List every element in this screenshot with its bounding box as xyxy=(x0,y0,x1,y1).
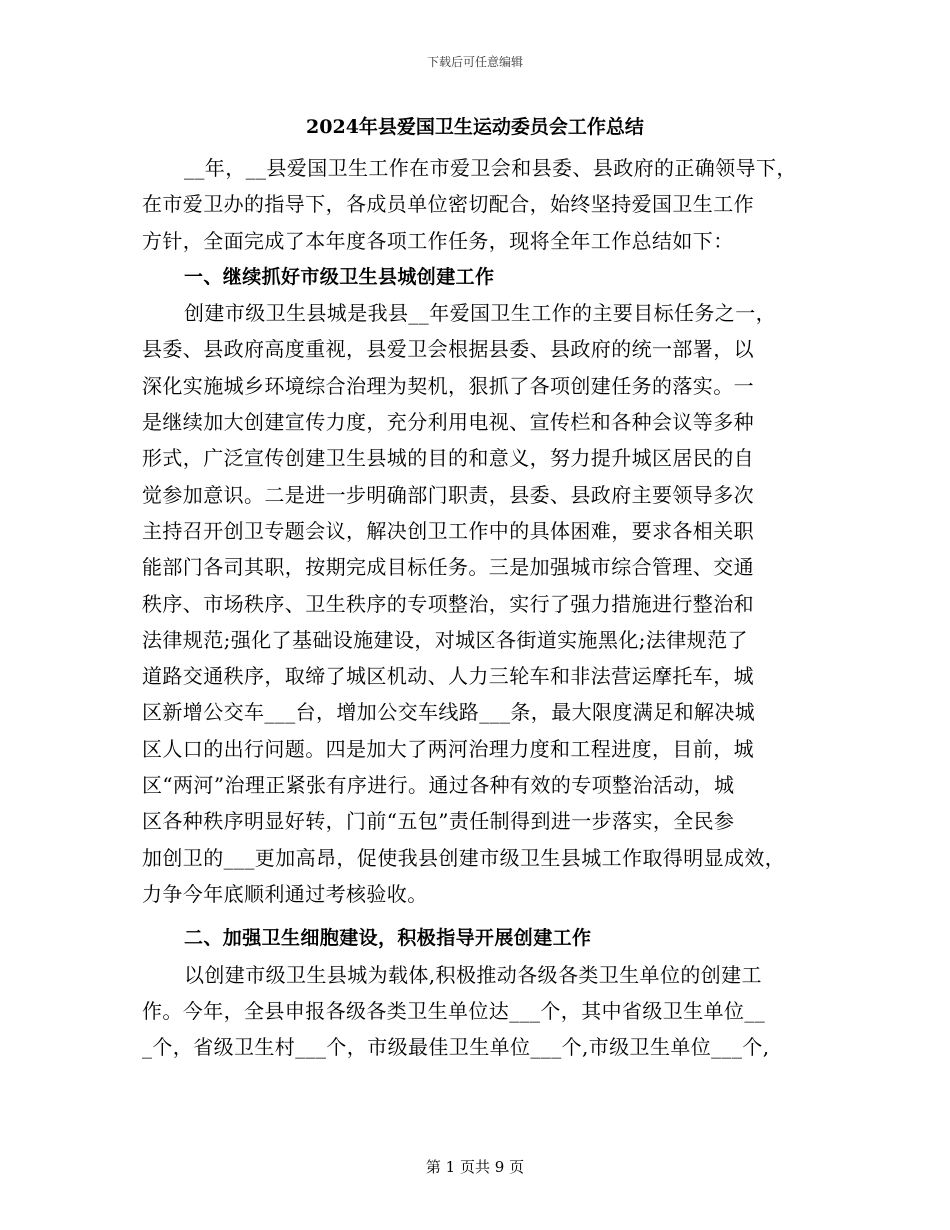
text-line: 法律规范;强化了基础设施建设，对城区各街道实施黑化;法律规范了 xyxy=(142,627,748,652)
text-line: __年，__县爱国卫生工作在市爱卫会和县委、县政府的正确领导下， xyxy=(184,156,797,180)
text-line: 加创卫的___更加高昂，促使我县创建市级卫生县城工作取得明显成效， xyxy=(142,845,786,870)
section-heading-1: 一、继续抓好市级卫生县城创建工作 xyxy=(184,265,495,288)
text-line: _个，省级卫生村___个，市级最佳卫生单位___个,市级卫生单位___个, xyxy=(142,1035,770,1060)
section-heading-2: 二、加强卫生细胞建设，积极指导开展创建工作 xyxy=(184,927,592,950)
paragraph-intro xyxy=(142,150,822,259)
paragraph-section-2 xyxy=(142,957,822,1066)
text-line: 形式，广泛宣传创建卫生县城的目的和意义，努力提升城区居民的自 xyxy=(142,446,754,471)
text-line: 觉参加意识。二是进一步明确部门职责，县委、县政府主要领导多次 xyxy=(142,482,754,507)
text-line: 作。今年，全县申报各级各类卫生单位达___个，其中省级卫生单位__ xyxy=(142,998,766,1023)
text-line: 县委、县政府高度重视，县爱卫会根据县委、县政府的统一部署，以 xyxy=(142,337,754,362)
text-line: 力争今年底顺利通过考核验收。 xyxy=(142,881,428,906)
text-line: 能部门各司其职，按期完成目标任务。三是加强城市综合管理、交通 xyxy=(142,555,754,580)
text-line: 方针，全面完成了本年度各项工作任务，现将全年工作总结如下： xyxy=(142,228,734,253)
paragraph-section-1 xyxy=(142,295,822,912)
text-line: 区人口的出行问题。四是加大了两河治理力度和工程进度，目前，城 xyxy=(142,736,754,761)
text-line: 秩序、市场秩序、卫生秩序的专项整治，实行了强力措施进行整治和 xyxy=(142,591,754,616)
text-line: 主持召开创卫专题会议，解决创卫工作中的具体困难，要求各相关职 xyxy=(142,518,754,543)
text-line: 在市爱卫办的指导下，各成员单位密切配合，始终坚持爱国卫生工作 xyxy=(142,192,754,217)
text-line: 是继续加大创建宣传力度，充分利用电视、宣传栏和各种会议等多种 xyxy=(142,410,754,435)
text-line: 区各种秩序明显好转，门前“五包”责任制得到进一步落实，全民参 xyxy=(142,809,735,834)
page-footer: 第 1 页共 9 页 xyxy=(425,1158,525,1176)
text-line: 深化实施城乡环境综合治理为契机，狠抓了各项创建任务的落实。一 xyxy=(142,373,754,398)
text-line: 区“两河”治理正紧张有序进行。通过各种有效的专项整治活动，城 xyxy=(142,773,735,798)
page-header: 下载后可任意编辑 xyxy=(426,55,523,69)
text-line: 道路交通秩序，取缔了城区机动、人力三轮车和非法营运摩托车，城 xyxy=(142,664,754,689)
document-body xyxy=(142,150,822,1065)
text-line: 创建市级卫生县城是我县__年爱国卫生工作的主要目标任务之一， xyxy=(184,301,776,326)
text-line: 以创建市级卫生县城为载体,积极推动各级各类卫生单位的创建工 xyxy=(184,962,762,987)
text-line: 区新增公交车___台，增加公交车线路___条，最大限度满足和解决城 xyxy=(142,700,756,725)
document-title: 2024年县爱国卫生运动委员会工作总结 xyxy=(306,116,644,138)
